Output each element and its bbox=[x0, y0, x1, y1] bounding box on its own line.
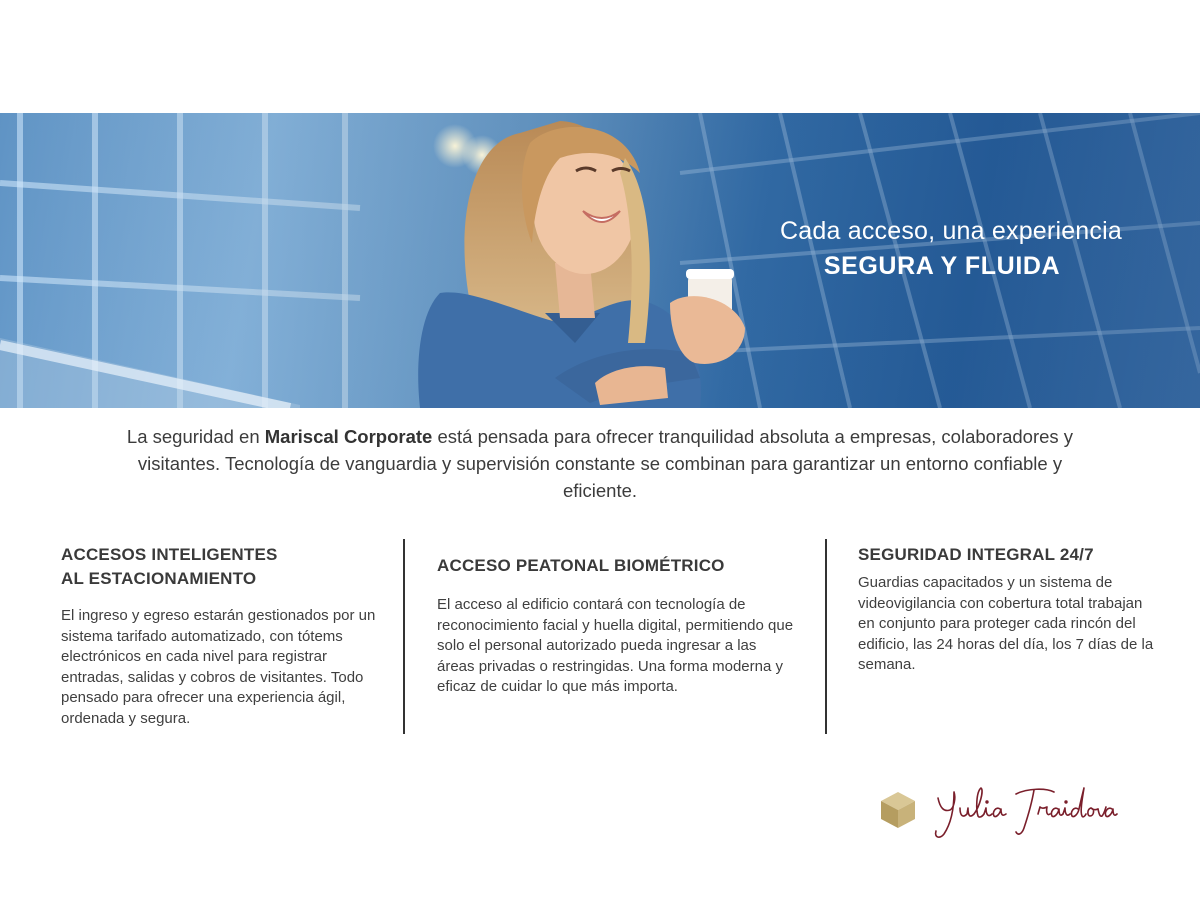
hero-tagline-line1: Cada acceso, una experiencia bbox=[780, 217, 1122, 245]
signature-logo bbox=[878, 776, 1118, 846]
column-divider bbox=[825, 539, 827, 734]
signature-script bbox=[936, 788, 1117, 837]
feature-biometric-access bbox=[437, 543, 797, 698]
intro-text-before: La seguridad en bbox=[126, 426, 265, 447]
intro-paragraph bbox=[100, 423, 1100, 504]
intro-brand-name: Mariscal Corporate bbox=[264, 426, 433, 447]
feature-security-247 bbox=[858, 543, 1158, 676]
feature-parking-body: El ingreso y egreso estarán gestionados por un sistema tarifado automatizado, con tótems electrónicos en cada nivel para registrar entradas, salidas y cobros de visitantes. Todo pensado para ofrecer una experiencia ágil, ordenada y segura. bbox=[61, 607, 376, 727]
feature-security-title: SEGURIDAD INTEGRAL 24/7 bbox=[858, 545, 1094, 564]
feature-security-body: Guardias capacitados y un sistema de videovigilancia con cobertura total trabajan en conjunto para proteger cada rincón del edificio, las 24 horas del día, los 7 días de la semana. bbox=[858, 574, 1154, 673]
feature-parking-title-line1: ACCESOS INTELIGENTES bbox=[61, 545, 278, 564]
hero-tagline bbox=[732, 217, 1152, 281]
column-divider bbox=[403, 539, 405, 734]
cube-logo-icon bbox=[881, 792, 915, 828]
feature-biometric-title: ACCESO PEATONAL BIOMÉTRICO bbox=[437, 556, 725, 575]
feature-biometric-body: El acceso al edificio contará con tecnología de reconocimiento facial y huella digital, permitiendo que solo el personal autorizado pueda ingresar a las áreas privadas o restringidas. Una forma moderna y eficaz de cuidar lo que más importa. bbox=[437, 596, 794, 695]
intro-text-after: está pensada para ofrecer tranquilidad absoluta a empresas, colaboradores y visitantes. Tecnología de vanguardia y supervisión constante se combinan para garantizar un entorno confiable y eficiente. bbox=[137, 426, 1074, 501]
feature-parking-access bbox=[61, 543, 391, 729]
hero-banner bbox=[0, 113, 1200, 408]
feature-parking-title-line2: AL ESTACIONAMIENTO bbox=[61, 569, 257, 588]
hero-tagline-line2: SEGURA Y FLUIDA bbox=[823, 252, 1061, 280]
feature-parking-title bbox=[61, 543, 391, 591]
